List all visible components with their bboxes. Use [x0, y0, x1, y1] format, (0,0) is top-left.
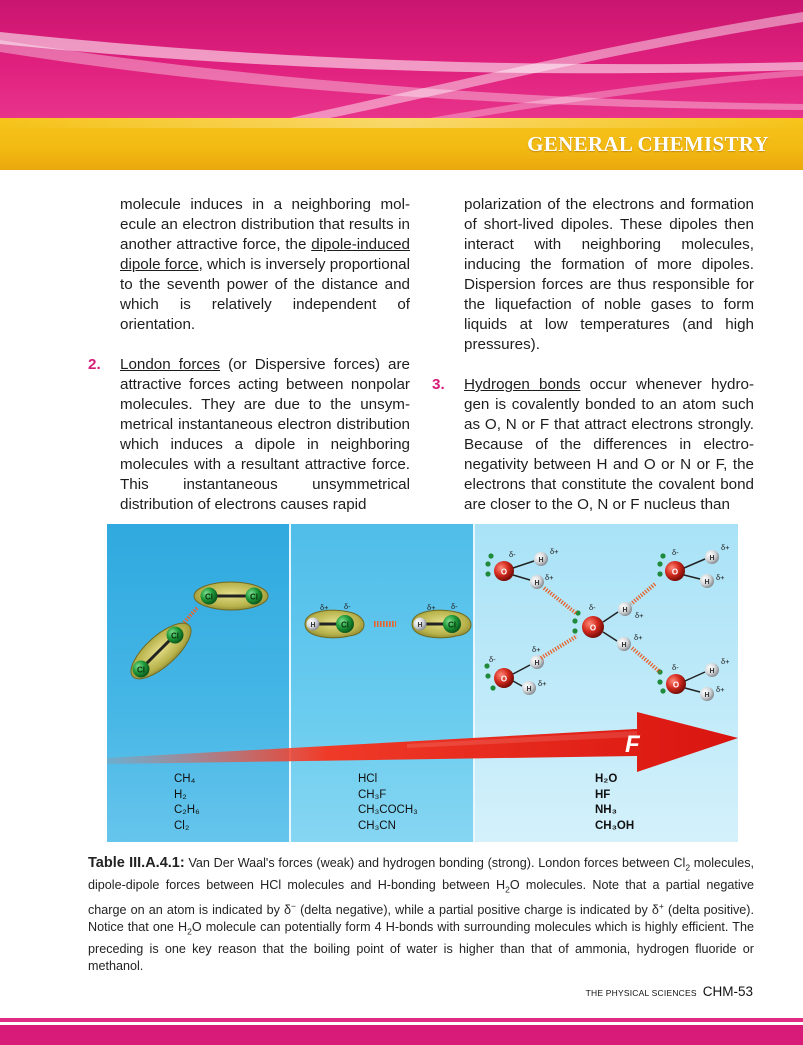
svg-text:δ-: δ-: [672, 663, 679, 672]
svg-text:H: H: [526, 686, 532, 693]
formula-list-hbond: H₂O HF NH₃ CH₃OH: [595, 773, 635, 832]
water-molecule-top-right: [657, 543, 730, 588]
svg-text:δ+: δ+: [721, 543, 730, 552]
svg-text:O: O: [672, 680, 680, 690]
svg-text:Cl: Cl: [171, 631, 179, 641]
svg-text:δ+: δ+: [538, 679, 547, 688]
svg-text:H: H: [709, 668, 715, 675]
water-molecule-center: [572, 602, 644, 651]
svg-text:O: O: [589, 623, 597, 633]
svg-text:δ-: δ-: [451, 602, 458, 611]
paragraph-polarization: polarization of the electrons and formation of short-lived dipoles. These dipoles then interact with neighboring molecules, inducing the formation of more dipoles. Dispersion forces are thus responsible for the liquefaction of noble gases to form liquids at low temperatures (and high pressures).: [464, 196, 754, 353]
svg-text:δ-: δ-: [672, 548, 679, 557]
svg-text:δ-: δ-: [589, 603, 596, 612]
svg-text:Cl: Cl: [448, 620, 456, 630]
left-column: [88, 195, 411, 515]
svg-text:H: H: [534, 660, 540, 667]
svg-text:δ-: δ-: [489, 655, 496, 664]
list-item-hydrogen-bonds: 3. Hydrogen bonds occur whenever hydrogen is covalently bonded to an atom such as O, N or F that attract electrons strongly. Because of the differences in electronegativity between H and O or N or F, the electrons that constitute the covalent bond are closer to the O, N or F nucleus than: [432, 376, 755, 513]
formula-list-london: CH₄ H₂ C₂H₆ Cl₂: [174, 773, 200, 832]
force-strength-arrow: [107, 712, 738, 772]
svg-text:H: H: [709, 555, 715, 562]
svg-text:δ-: δ-: [344, 602, 351, 611]
section-title: GENERAL CHEMISTRY: [527, 132, 769, 156]
molecule-illustration: [107, 524, 738, 842]
svg-text:δ+: δ+: [716, 685, 725, 694]
svg-text:δ+: δ+: [635, 611, 644, 620]
svg-text:Cl: Cl: [341, 620, 349, 630]
list-number: 2.: [88, 356, 101, 373]
term-london-forces: London forces: [120, 356, 221, 373]
svg-text:H: H: [622, 607, 628, 614]
caption-label: Table III.A.4.1:: [88, 855, 185, 871]
svg-text:H: H: [704, 692, 710, 699]
footer-section: THE PHYSICAL SCIENCES: [585, 988, 697, 998]
svg-text:H: H: [621, 642, 627, 649]
svg-text:Cl: Cl: [205, 592, 213, 602]
svg-text:O: O: [671, 567, 679, 577]
svg-text:δ+: δ+: [545, 573, 554, 582]
list-item-london-forces: 2. London forces (or Dispersive forces) are attractive forces acting between nonpolar molecules. They are due to the unsymmetrical instantaneous electron distribution which induces a dipole in neighboring molecules with a resultant attractive force. This instantaneous unsymmetrical distribution of electrons causes rapid: [88, 356, 411, 513]
svg-text:H: H: [417, 622, 423, 629]
figure-caption: Table III.A.4.1: Van Der Waal's forces (weak) and hydrogen bonding (strong). London forces between $Cl_2$ molecules, dipole-dipole forces between HCl molecules and H-bonding between $H_2O$ molecules. Note that a partial negative charge on an atom is indicated by δ− (delta negative), while a partial positive charge is indicated by δ+ (delta positive). Notice that one $H_2O$ molecule can potentially form 4 H-bonds with surrounding molecules which is highly efficient. The preceding is one key reason that the boiling point of water is higher than that of ammonia, hydrogen fluoride or methanol.: [88, 855, 754, 973]
header-band: [0, 0, 803, 118]
water-molecule-bottom-left: [484, 645, 547, 695]
formula-list-dipole: HCl CH₃F CH₃COCH₃ CH₃CN: [358, 773, 418, 832]
svg-text:H: H: [310, 622, 316, 629]
footer-band: [0, 1022, 803, 1045]
term-hydrogen-bonds: Hydrogen bonds: [464, 376, 581, 393]
svg-text:O: O: [500, 567, 508, 577]
svg-text:H: H: [704, 579, 710, 586]
svg-text:δ+: δ+: [550, 547, 559, 556]
term-dipole-induced-dipole-force: dipole-induced dipole force: [120, 236, 410, 273]
arrow-label-f: F: [625, 731, 640, 758]
svg-text:δ+: δ+: [320, 603, 329, 612]
right-column: [432, 195, 755, 515]
svg-text:δ+: δ+: [716, 573, 725, 582]
svg-text:Cl: Cl: [137, 665, 145, 675]
svg-text:H: H: [534, 580, 540, 587]
page-number: CHM-53: [702, 984, 753, 999]
water-molecule-top-left: [485, 547, 559, 589]
svg-text:Cl: Cl: [250, 592, 258, 602]
header-swoosh-graphic: [0, 0, 803, 118]
list-number: 3.: [432, 376, 445, 393]
intermolecular-forces-figure: [107, 524, 738, 842]
svg-text:δ+: δ+: [721, 657, 730, 666]
water-molecule-bottom-right: [657, 657, 730, 701]
page-footer: [586, 984, 753, 999]
svg-text:O: O: [500, 674, 508, 684]
paragraph-dipole-induced: molecule induces in a neighboring molecule an electron distribution that results in another attractive force, the dipole-induced dipole force, which is inversely proportional to the seventh power of the distance and which is relatively independent of orientation.: [120, 196, 410, 333]
svg-text:δ+: δ+: [532, 645, 541, 654]
svg-text:δ+: δ+: [634, 633, 643, 642]
svg-text:δ+: δ+: [427, 603, 436, 612]
svg-text:H: H: [538, 557, 544, 564]
svg-text:δ-: δ-: [509, 550, 516, 559]
